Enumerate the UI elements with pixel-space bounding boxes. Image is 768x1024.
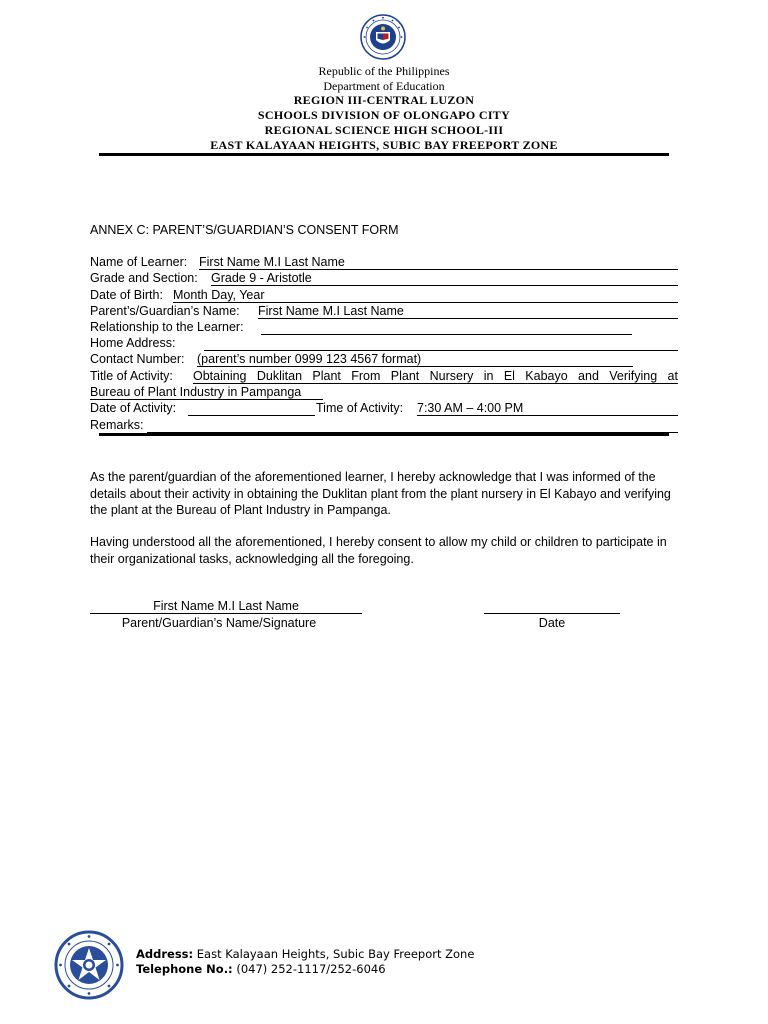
- address-field[interactable]: [204, 336, 678, 351]
- contact-value: (parent’s number 0999 123 4567 format): [197, 352, 422, 366]
- activity-date-label: Date of Activity:: [90, 401, 177, 415]
- deped-seal-icon: [360, 14, 406, 60]
- footer-phone: [136, 962, 386, 977]
- relationship-label: Relationship to the Learner:: [90, 320, 244, 334]
- division-line: SCHOOLS DIVISION OF OLONGAPO CITY: [257, 108, 511, 122]
- guardian-label: Parent’s/Guardian’s Name:: [90, 304, 240, 318]
- contact-field[interactable]: [197, 352, 633, 367]
- dob-value: Month Day, Year: [173, 288, 265, 302]
- dob-label: Date of Birth:: [90, 288, 163, 302]
- guardian-value: First Name M.I Last Name: [258, 304, 404, 318]
- remarks-label: Remarks:: [90, 418, 144, 432]
- activity-title-label: Title of Activity:: [90, 369, 173, 383]
- learner-label: Name of Learner:: [90, 255, 188, 269]
- footer-address-label: Address:: [136, 947, 194, 961]
- footer-address: [136, 947, 474, 962]
- guardian-signature-value: First Name M.I Last Name: [153, 599, 299, 613]
- learner-value: First Name M.I Last Name: [199, 255, 345, 269]
- grade-field[interactable]: [211, 271, 678, 286]
- republic-line: Republic of the Philippines: [318, 64, 450, 78]
- contact-label: Contact Number:: [90, 352, 185, 366]
- form-title: ANNEX C: PARENT’S/GUARDIAN’S CONSENT FORM: [90, 223, 399, 237]
- activity-time-field[interactable]: [417, 401, 678, 416]
- footer-address-value: East Kalayaan Heights, Subic Bay Freeport Zone: [196, 947, 475, 961]
- activity-time-label: Time of Activity:: [316, 401, 404, 415]
- learner-field[interactable]: [199, 255, 678, 270]
- activity-date-field[interactable]: [188, 401, 315, 416]
- guardian-field[interactable]: [258, 304, 678, 319]
- dob-field[interactable]: [173, 288, 678, 303]
- guardian-signature-caption: Parent/Guardian’s Name/Signature: [121, 616, 317, 630]
- guardian-signature-field[interactable]: [90, 599, 362, 614]
- school-address-line: EAST KALAYAAN HEIGHTS, SUBIC BAY FREEPORT ZONE: [210, 138, 558, 152]
- grade-value: Grade 9 - Aristotle: [211, 271, 312, 285]
- school-name-line: REGIONAL SCIENCE HIGH SCHOOL-III: [264, 123, 504, 137]
- letterhead-divider: [99, 153, 669, 156]
- department-line: Department of Education: [323, 79, 445, 93]
- form-divider: [99, 433, 669, 436]
- region-line: REGION III-CENTRAL LUZON: [293, 93, 475, 107]
- remarks-field[interactable]: [147, 418, 678, 433]
- footer-phone-label: Telephone No.:: [136, 962, 233, 976]
- address-label: Home Address:: [90, 336, 176, 350]
- activity-title-field[interactable]: [193, 369, 678, 384]
- signature-date-caption: Date: [538, 616, 566, 630]
- activity-title-line1: Obtaining Duklitan Plant From Plant Nursery in El Kabayo and Verifying at: [193, 369, 678, 383]
- footer-phone-value: (047) 252-1117/252-6046: [236, 962, 386, 976]
- acknowledgement-paragraph: As the parent/guardian of the aforementioned learner, I hereby acknowledge that I was informed of the details about their activity in obtaining the Duklitan plant from the plant nursery in El Kabayo and verifying the plant at the Bureau of Plant Industry in Pampanga.: [90, 470, 671, 517]
- consent-paragraph: Having understood all the aforementioned, I hereby consent to allow my child or children to participate in their organizational tasks, acknowledging all the foregoing.: [90, 535, 667, 566]
- activity-title-field-line2[interactable]: [90, 385, 323, 400]
- school-seal-icon: [54, 930, 124, 1000]
- activity-title-line2: Bureau of Plant Industry in Pampanga: [90, 385, 302, 399]
- relationship-field[interactable]: [261, 320, 632, 335]
- signature-date-field[interactable]: [484, 599, 620, 614]
- grade-label: Grade and Section:: [90, 271, 198, 285]
- activity-time-value: 7:30 AM – 4:00 PM: [417, 401, 524, 415]
